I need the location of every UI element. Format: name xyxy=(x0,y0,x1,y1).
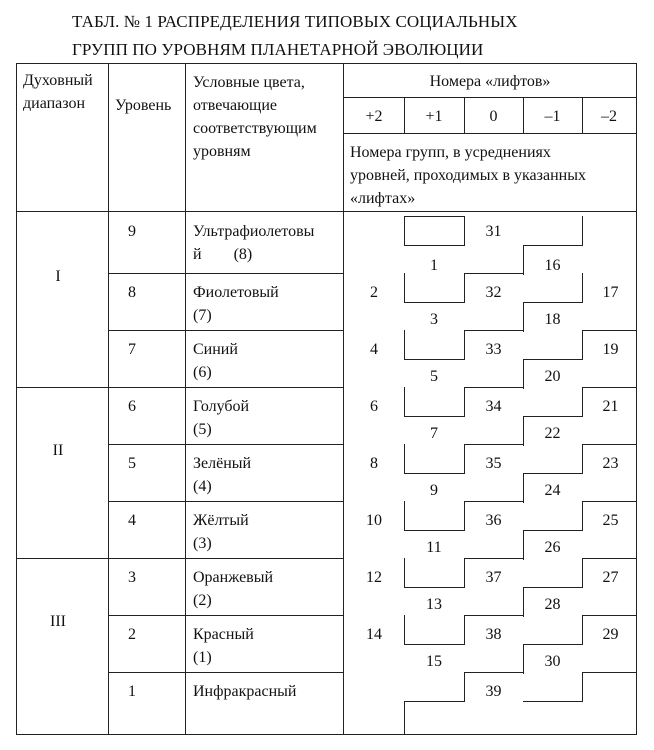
group-number: 13 xyxy=(426,596,442,613)
group-number: 29 xyxy=(602,626,619,643)
lift-m2-line xyxy=(582,501,637,502)
table-border-top xyxy=(16,63,637,64)
color-name: Инфракрасный xyxy=(193,683,297,700)
header-lift-plus2: +2 xyxy=(365,108,383,125)
lift-p1-line xyxy=(404,416,465,417)
level-number: 4 xyxy=(128,512,136,529)
group-number: 25 xyxy=(602,512,619,529)
title-line-2: ГРУПП ПО УРОВНЯМ ПЛАНЕТАРНОЙ ЭВОЛЮЦИИ xyxy=(72,40,484,59)
group-number: 5 xyxy=(430,368,438,385)
lift-zero-line xyxy=(464,387,524,388)
divider-range-level xyxy=(108,63,109,735)
lift-m1-line xyxy=(523,587,583,588)
lift-boundary xyxy=(404,558,405,588)
color-name: Оранжевый xyxy=(193,569,274,586)
level-number: 7 xyxy=(128,341,136,358)
group-number: 10 xyxy=(366,512,382,529)
group-number: 18 xyxy=(544,311,561,328)
lift-m2-line xyxy=(582,615,637,616)
lift-p1-edge xyxy=(404,216,405,246)
color-name: Синий xyxy=(193,341,238,358)
level-number: 8 xyxy=(128,284,136,301)
groups-note-line-1: Номера групп, в усреднениях xyxy=(350,144,551,161)
row-sep xyxy=(108,330,344,331)
header-line-lifts xyxy=(343,97,637,98)
group-number: 39 xyxy=(485,683,502,700)
lift-m1-line xyxy=(523,701,583,702)
divider-level-color xyxy=(185,63,186,735)
color-index: й (8) xyxy=(193,246,253,263)
group-number: 24 xyxy=(544,482,561,499)
lift-m1-line xyxy=(523,302,583,303)
group-number: 15 xyxy=(426,653,442,670)
group-number: 6 xyxy=(370,398,378,415)
lift-p1-line xyxy=(404,245,465,246)
lift-zero-line xyxy=(464,558,524,559)
color-index: (4) xyxy=(193,478,212,495)
color-index: (6) xyxy=(193,364,212,381)
color-index: (1) xyxy=(193,649,212,666)
color-name: Ультрафиолетовы xyxy=(193,223,315,240)
color-index: (3) xyxy=(193,535,212,552)
range-label: II xyxy=(52,442,64,459)
group-number: 38 xyxy=(485,626,502,643)
group-number: 26 xyxy=(544,539,561,556)
group-number: 23 xyxy=(602,455,619,472)
group-number: 1 xyxy=(430,257,438,274)
header-lift-minus1: –1 xyxy=(544,108,561,125)
row-sep xyxy=(108,444,344,445)
level-number: 3 xyxy=(128,569,136,586)
group-number: 7 xyxy=(430,425,438,442)
lift-boundary xyxy=(582,216,583,246)
header-lift-minus2: –2 xyxy=(601,108,617,125)
lift-zero-line xyxy=(464,330,524,331)
header-range-line-2: диапазон xyxy=(23,95,86,112)
header-colors-line-2: отвечающие xyxy=(193,97,278,114)
lift-m1-line xyxy=(523,245,583,246)
range-sep-2 xyxy=(16,558,109,559)
group-number: 21 xyxy=(602,398,619,415)
group-number: 28 xyxy=(544,596,561,613)
group-number: 2 xyxy=(370,284,378,301)
row-sep xyxy=(108,615,344,616)
header-colors-line-4: уровням xyxy=(193,143,251,160)
lift-zero-line xyxy=(464,501,524,502)
lift-m2-line xyxy=(582,444,637,445)
group-number: 33 xyxy=(485,341,502,358)
lift-boundary xyxy=(404,273,405,303)
lift-p1-line xyxy=(404,587,465,588)
lift-m2-line xyxy=(582,672,637,673)
lift-p1-line xyxy=(404,530,465,531)
title-line-1: ТАБЛ. № 1 РАСПРЕДЕЛЕНИЯ ТИПОВЫХ СОЦИАЛЬНЫХ xyxy=(72,12,518,31)
group-number: 30 xyxy=(544,653,561,670)
group-number: 19 xyxy=(602,341,619,358)
lift-p1-edge xyxy=(404,701,405,735)
level-number: 1 xyxy=(128,683,136,700)
group-number: 4 xyxy=(370,341,378,358)
group-number: 22 xyxy=(544,425,561,442)
level-number: 2 xyxy=(128,626,136,643)
row-sep xyxy=(108,558,344,559)
header-level: Уровень xyxy=(115,97,172,114)
header-lifts: Номера «лифтов» xyxy=(429,73,551,90)
group-number: 35 xyxy=(485,455,502,472)
table-border-left xyxy=(16,63,17,735)
lift-p1-line xyxy=(404,302,465,303)
group-number: 11 xyxy=(426,539,442,556)
lift-zero-line xyxy=(464,444,524,445)
header-line-bottom xyxy=(16,211,637,212)
color-index: (2) xyxy=(193,592,212,609)
level-number: 9 xyxy=(128,223,136,240)
color-index: (5) xyxy=(193,421,212,438)
group-number: 3 xyxy=(430,311,438,328)
lift-m1-line xyxy=(523,473,583,474)
lift-p1-line xyxy=(404,216,465,217)
group-number: 12 xyxy=(366,569,382,586)
lift-m2-line xyxy=(582,330,637,331)
lift-zero-line xyxy=(464,672,524,673)
level-number: 5 xyxy=(128,455,136,472)
group-number: 27 xyxy=(602,569,619,586)
lift-boundary xyxy=(404,387,405,417)
color-name: Голубой xyxy=(193,398,250,415)
color-name: Красный xyxy=(193,626,254,643)
header-colors-line-1: Условные цвета, xyxy=(193,74,305,91)
group-number: 16 xyxy=(544,257,561,274)
lift-m1-line xyxy=(523,644,583,645)
lift-m1-line xyxy=(523,359,583,360)
lift-p1-line xyxy=(404,473,465,474)
lift-boundary xyxy=(404,444,405,474)
color-index: (7) xyxy=(193,307,212,324)
group-number: 32 xyxy=(485,284,502,301)
lift-p1-line xyxy=(404,701,465,702)
header-line-liftcols xyxy=(343,133,637,134)
lift-m2-line xyxy=(582,387,637,388)
level-number: 6 xyxy=(128,398,136,415)
lift-m2-line xyxy=(582,558,637,559)
range-label: I xyxy=(55,268,61,285)
row-sep xyxy=(108,672,344,673)
group-number: 17 xyxy=(602,284,619,301)
group-number: 9 xyxy=(430,482,438,499)
range-label: III xyxy=(50,613,66,630)
lift-boundary xyxy=(404,615,405,645)
lift-boundary xyxy=(582,672,583,702)
range-sep-1 xyxy=(16,387,109,388)
lift-zero-line xyxy=(464,273,524,274)
header-colors-line-3: соответствующим xyxy=(193,120,317,137)
row-sep xyxy=(108,273,344,274)
groups-note-line-2: уровней, проходимых в указанных xyxy=(350,167,586,184)
group-number: 8 xyxy=(370,455,378,472)
color-name: Фиолетовый xyxy=(193,284,279,301)
row-sep xyxy=(108,501,344,502)
lift-zero-line xyxy=(464,615,524,616)
lift-boundary xyxy=(404,330,405,360)
group-number: 37 xyxy=(485,569,502,586)
lift-p1-line xyxy=(404,359,465,360)
row-sep xyxy=(108,387,344,388)
header-lift-zero: 0 xyxy=(489,108,498,125)
group-number: 14 xyxy=(366,626,382,643)
header-lift-plus1: +1 xyxy=(425,108,443,125)
color-name: Жёлтый xyxy=(193,512,249,529)
group-number: 20 xyxy=(544,368,561,385)
lift-boundary xyxy=(404,501,405,531)
lift-m1-line xyxy=(523,416,583,417)
header-range-line-1: Духовный xyxy=(23,72,93,89)
groups-note-line-3: «лифтах» xyxy=(350,190,416,207)
color-name: Зелёный xyxy=(193,455,252,472)
group-number: 31 xyxy=(485,223,502,240)
lift-p1-line xyxy=(404,644,465,645)
group-number: 36 xyxy=(485,512,502,529)
lift-m1-line xyxy=(523,530,583,531)
table-border-bottom xyxy=(16,734,637,735)
group-number: 34 xyxy=(485,398,502,415)
